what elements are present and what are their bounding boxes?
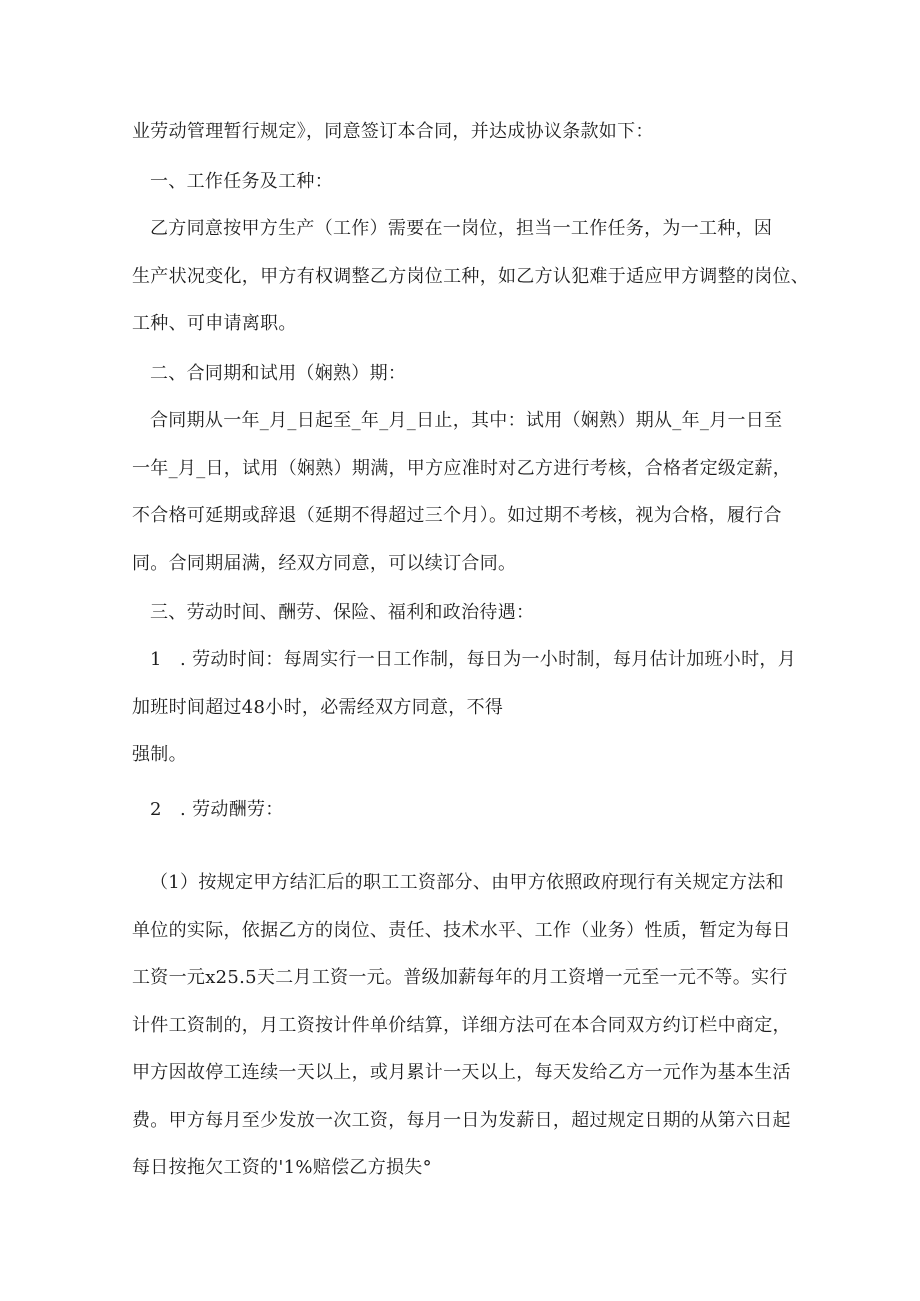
- paragraph-1-line-3: 工种、可申请离职。: [132, 313, 297, 334]
- item-1-line-2: 加班时间超过48小时，必需经双方同意，不得: [132, 697, 504, 718]
- subitem-1-line-1: （1）按规定甲方结汇后的职工工资部分、由甲方依照政府现行有关规定方法和: [150, 872, 784, 893]
- subitem-1-line-6: 费。甲方每月至少发放一次工资，每月一日为发薪日，超过规定日期的从第六日起: [132, 1110, 791, 1131]
- item-1-line-1: 1 . 劳动时间：每周实行一日工作制，每日为一小时制，每月估计加班小时，月: [150, 649, 796, 670]
- item-2-heading: 2 . 劳动酬劳：: [150, 799, 284, 820]
- subitem-1-line-4: 计件工资制的，月工资按计件单价结算，详细方法可在本合同双方约订栏中商定，: [132, 1015, 791, 1036]
- paragraph-2-line-2: 一年_月_日，试用（娴熟）期满，甲方应准时对乙方进行考核，合格者定级定薪，: [132, 458, 792, 479]
- paragraph-2-line-4: 同。合同期届满，经双方同意，可以续订合同。: [132, 553, 517, 574]
- item-1-line-3: 强制。: [132, 744, 187, 765]
- paragraph-2-line-3: 不合格可延期或辞退（延期不得超过三个月）。如过期不考核，视为合格，履行合: [132, 505, 782, 526]
- paragraph-2-line-1: 合同期从一年_月_日起至_年_月_日止，其中：试用（娴熟）期从_年_月一日至: [150, 410, 783, 431]
- subitem-1-line-3: 工资一元x25.5天二月工资一元。普级加薪每年的月工资增一元至一元不等。实行: [132, 967, 788, 988]
- subitem-1-line-7: 每日按拖欠工资的'1%赔偿乙方损失°: [132, 1157, 432, 1178]
- section-heading-1: 一、工作任务及工种：: [150, 171, 333, 192]
- subitem-1-line-2: 单位的实际，依据乙方的岗位、责任、技术水平、工作（业务）性质，暂定为每日: [132, 920, 791, 941]
- section-heading-2: 二、合同期和试用（娴熟）期：: [150, 363, 407, 384]
- section-heading-3: 三、劳动时间、酬劳、保险、福利和政治待遇：: [150, 602, 535, 623]
- paragraph-1-line-1: 乙方同意按甲方生产（工作）需要在一岗位，担当一工作任务，为一工种，因: [150, 218, 773, 239]
- paragraph-1-line-2: 生产状况变化，甲方有权调整乙方岗位工种，如乙方认犯难于适应甲方调整的岗位、: [132, 266, 810, 287]
- text-line-1: 业劳动管理暂行规定》，同意签订本合同，并达成协议条款如下：: [132, 121, 654, 142]
- subitem-1-line-5: 甲方因故停工连续一天以上，或月累计一天以上，每天发给乙方一元作为基本生活: [132, 1062, 791, 1083]
